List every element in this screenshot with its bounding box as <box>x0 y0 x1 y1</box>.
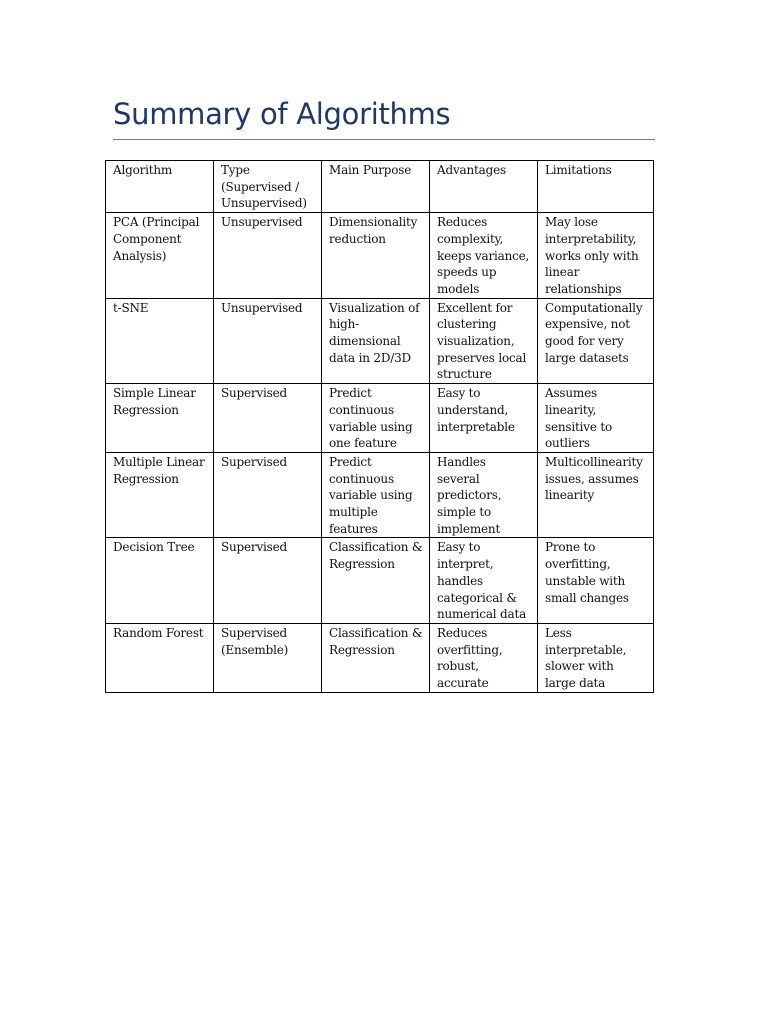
table-cell: Unsupervised <box>214 298 322 384</box>
table-cell: Reduces overfitting, robust, accurate <box>430 623 538 692</box>
table-cell: Classification & Regression <box>322 623 430 692</box>
table-header-row <box>106 161 654 213</box>
table-cell: PCA (Principal Component Analysis) <box>106 213 214 299</box>
table-cell: Dimensionality reduction <box>322 213 430 299</box>
header-cell-main-purpose: Main Purpose <box>322 161 430 213</box>
header-cell-type: Type (Supervised / Unsupervised) <box>214 161 322 213</box>
table-cell: Easy to interpret, handles categorical & numerical data <box>430 538 538 624</box>
table-cell: Predict continuous variable using multiple features <box>322 452 430 538</box>
title-underline <box>113 139 655 140</box>
table-cell: Predict continuous variable using one feature <box>322 384 430 453</box>
table-cell: Multicollinearity issues, assumes linearity <box>538 452 654 538</box>
table-cell: Supervised <box>214 538 322 624</box>
table-cell: Multiple Linear Regression <box>106 452 214 538</box>
table-cell: Prone to overfitting, unstable with small changes <box>538 538 654 624</box>
table-row <box>106 298 654 384</box>
page-title: Summary of Algorithms <box>113 97 451 131</box>
table-cell: Decision Tree <box>106 538 214 624</box>
table-cell: Random Forest <box>106 623 214 692</box>
table-cell: Supervised <box>214 452 322 538</box>
table-cell: May lose interpretability, works only with linear relationships <box>538 213 654 299</box>
header-cell-advantages: Advantages <box>430 161 538 213</box>
table-row <box>106 213 654 299</box>
table-cell: Excellent for clustering visualization, preserves local structure <box>430 298 538 384</box>
table-cell: Unsupervised <box>214 213 322 299</box>
table-cell: Computationally expensive, not good for very large datasets <box>538 298 654 384</box>
table-cell: Handles several predictors, simple to implement <box>430 452 538 538</box>
table-cell: Supervised <box>214 384 322 453</box>
table-cell: t-SNE <box>106 298 214 384</box>
table-cell: Simple Linear Regression <box>106 384 214 453</box>
table-row <box>106 623 654 692</box>
table-cell: Classification & Regression <box>322 538 430 624</box>
table-cell: Reduces complexity, keeps variance, speeds up models <box>430 213 538 299</box>
table-row <box>106 384 654 453</box>
header-cell-algorithm: Algorithm <box>106 161 214 213</box>
table-cell: Assumes linearity, sensitive to outliers <box>538 384 654 453</box>
table-cell: Supervised (Ensemble) <box>214 623 322 692</box>
header-cell-limitations: Limitations <box>538 161 654 213</box>
table-row <box>106 538 654 624</box>
table-cell: Easy to understand, interpretable <box>430 384 538 453</box>
table-cell: Visualization of high- dimensional data in 2D/3D <box>322 298 430 384</box>
algorithms-table <box>105 160 654 693</box>
table-row <box>106 452 654 538</box>
table-cell: Less interpretable, slower with large data <box>538 623 654 692</box>
